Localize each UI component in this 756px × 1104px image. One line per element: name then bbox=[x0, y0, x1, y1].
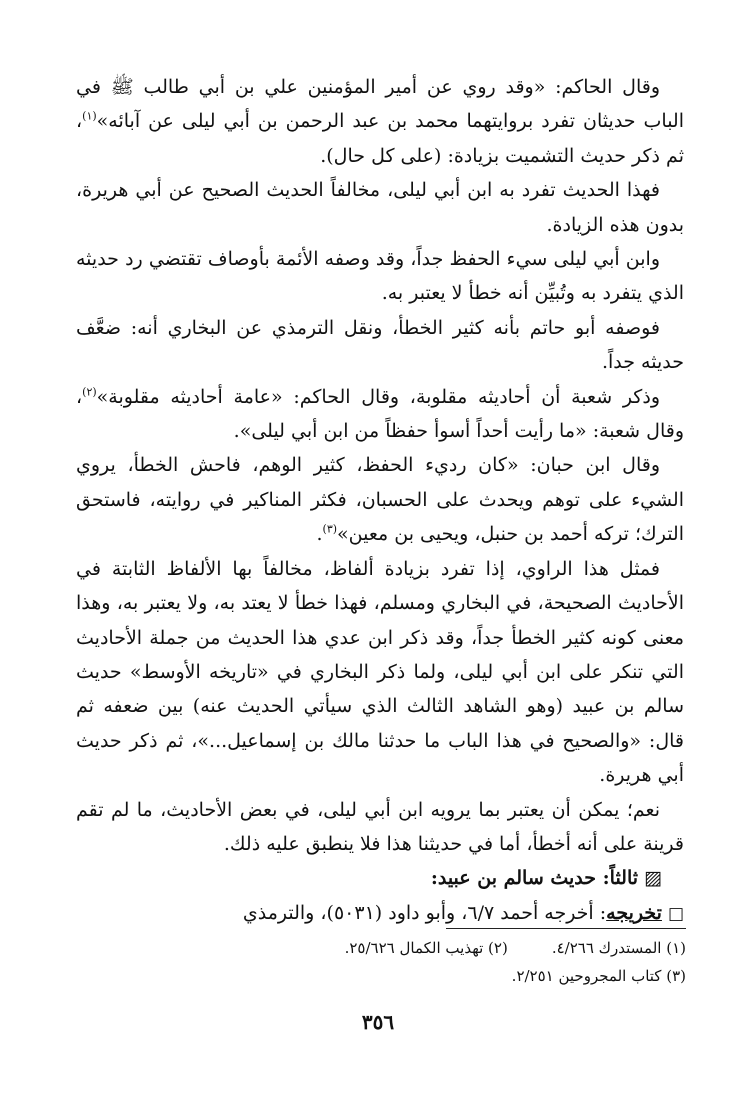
section-heading bbox=[76, 861, 684, 895]
takhreej-label: تخريجه bbox=[606, 901, 662, 924]
footnote-row bbox=[76, 962, 686, 990]
section-heading-text: ثالثاً: حديث سالم بن عبيد: bbox=[430, 867, 639, 890]
paragraph bbox=[76, 448, 684, 551]
footnote-row bbox=[76, 934, 686, 962]
paragraph bbox=[76, 380, 684, 449]
main-text bbox=[76, 70, 684, 931]
square-icon: □ bbox=[667, 903, 684, 924]
paragraph-text: وقال ابن حبان: «كان رديء الحفظ، كثير الوهم، فاحش الخطأ، يروي الشيء على توهم ويحدث على الحسبان، فكثر المناكير في روايته، فاستحق الترك؛ تركه أحمد بن حنبل، ويحيى بن معين» bbox=[76, 454, 684, 546]
paragraph-text-cont: . bbox=[316, 523, 323, 546]
paragraph: وابن أبي ليلى سيء الحفظ جداً، وقد وصفه الأئمة بأوصاف تقتضي رد حديثه الذي يتفرد به وتُبيِّن أنه خطأ لا يعتبر به. bbox=[76, 248, 684, 305]
footnote-ref: (٣) bbox=[322, 522, 338, 536]
hatched-square-icon: ▨ bbox=[644, 867, 662, 890]
paragraph: فهذا الحديث تفرد به ابن أبي ليلى، مخالفاً الحديث الصحيح عن أبي هريرة، بدون هذه الزيادة. bbox=[76, 179, 684, 236]
page-number: ٣٥٦ bbox=[361, 1010, 395, 1034]
paragraph: فوصفه أبو حاتم بأنه كثير الخطأ، ونقل الترمذي عن البخاري أنه: ضعَّف حديثه جداً. bbox=[76, 316, 684, 374]
paragraph: فمثل هذا الراوي، إذا تفرد بزيادة ألفاظ، مخالفاً بها الألفاظ الثابتة في الأحاديث الصحيحة، في البخاري ومسلم، فهذا خطأ لا يعتد به، ولا يعتبر به، وهذا معنى كونه كثير الخطأ جداً، وقد ذكر ابن عدي هذا الحديث من جملة الأحاديث التي تنكر على ابن أبي ليلى، ولما ذكر البخاري في «تاريخه الأوسط» حديث سالم بن عبيد (وهو الشاهد الثالث الذي سيأتي الحديث عنه) بين ضعفه ثم قال: «والصحيح في هذا الباب ما حدثنا مالك بن إسماعيل...»، ثم ذكر حديث أبي هريرة. bbox=[76, 557, 684, 787]
footnote-ref: (٢) bbox=[82, 385, 97, 399]
paragraph-text-cont: ، وقال شعبة: «ما رأيت أحداً أسوأ حفظاً من ابن أبي ليلى». bbox=[76, 385, 684, 443]
takhreej-text: : أخرجه أحمد ٦/٧، وأبو داود (٥٠٣١)، والترمذي bbox=[242, 901, 607, 924]
footnote-divider bbox=[446, 928, 686, 929]
footnote-2: (٢) تهذيب الكمال ٢٥/٦٢٦. bbox=[344, 939, 508, 957]
footnote-1: (١) المستدرك ٤/٢٦٦. bbox=[551, 939, 686, 957]
paragraph bbox=[76, 70, 684, 173]
footnotes bbox=[76, 934, 686, 990]
paragraph-text: وذكر شعبة أن أحاديثه مقلوبة، وقال الحاكم: «عامة أحاديثه مقلوبة» bbox=[96, 385, 660, 408]
footnote-3: (٣) كتاب المجروحين ٢/٢٥١. bbox=[511, 967, 686, 985]
takhreej-line bbox=[76, 896, 684, 931]
footnote-ref: (١) bbox=[82, 110, 97, 124]
paragraph-text-cont: ، ثم ذكر حديث التشميت بزيادة: (على كل حال). bbox=[76, 110, 684, 167]
paragraph: نعم؛ يمكن أن يعتبر بما يرويه ابن أبي ليلى، في بعض الأحاديث، ما لم تقم قرينة على أنه أخطأ، أما في حديثنا هذا فلا ينطبق عليه ذلك. bbox=[76, 798, 684, 855]
paragraph-text: وقال الحاكم: «وقد روي عن أمير المؤمنين علي بن أبي طالب ﷺ في الباب حديثان تفرد بروايتهما محمد بن عبد الرحمن بن أبي ليلى عن آبائه» bbox=[76, 76, 684, 133]
